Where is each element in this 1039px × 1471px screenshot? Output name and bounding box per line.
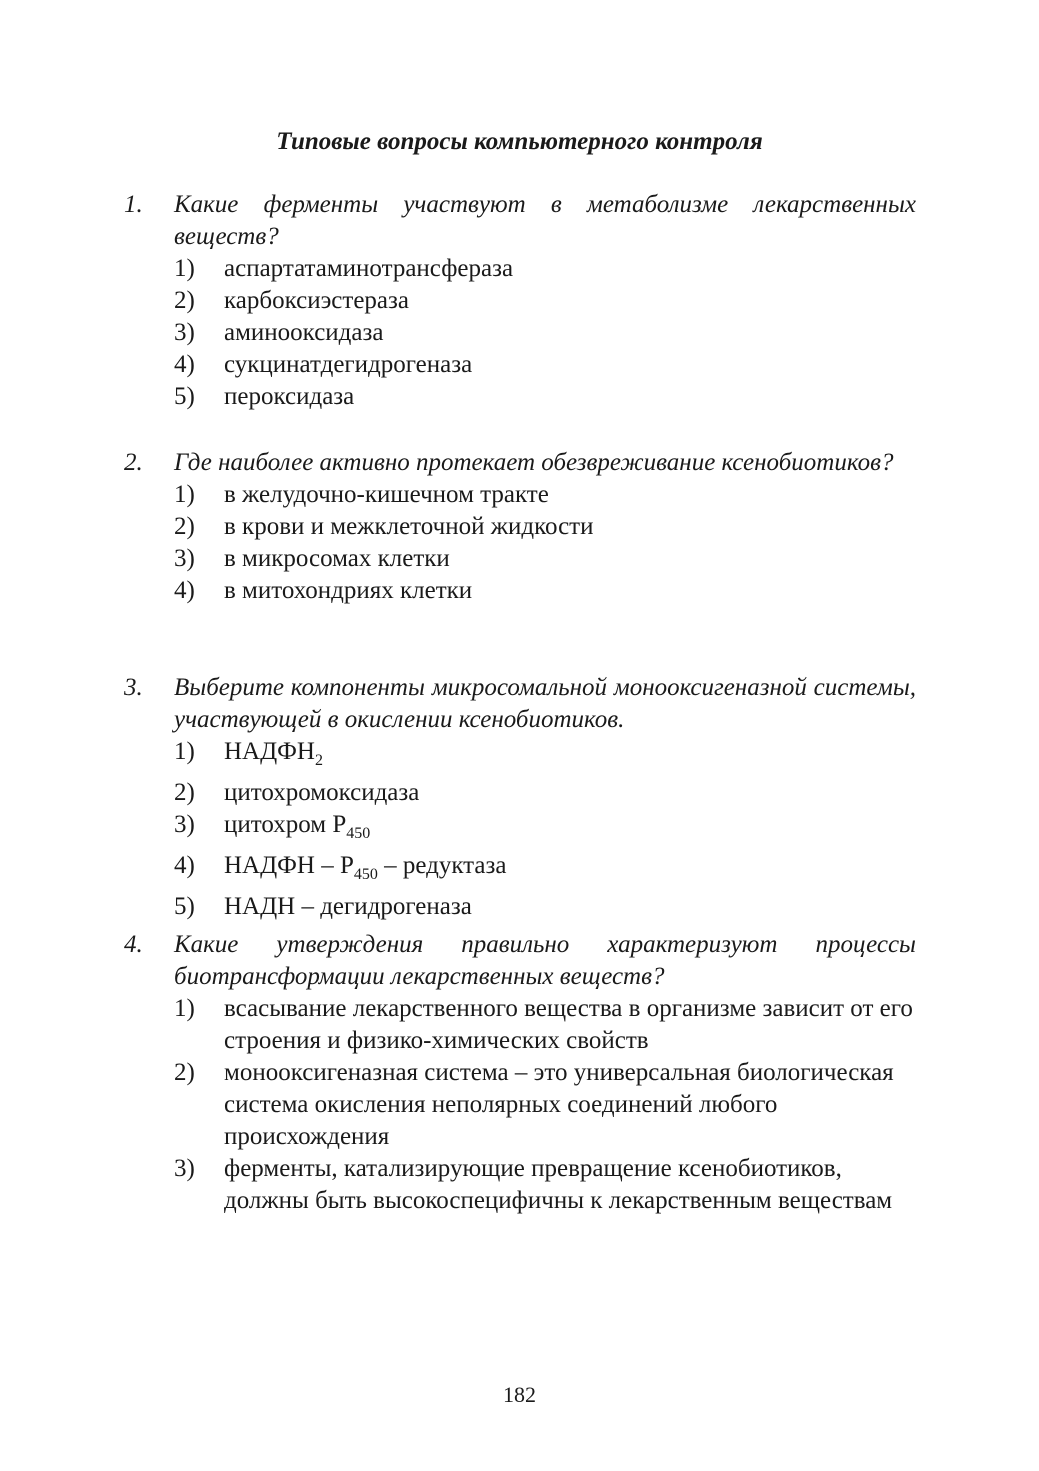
subscript: 2 <box>314 752 323 769</box>
option-number: 2) <box>174 779 195 806</box>
option-number: 3) <box>174 545 195 572</box>
answer-option <box>174 809 916 850</box>
subscript: 450 <box>353 866 378 883</box>
question-2 <box>124 447 916 607</box>
option-number: 1) <box>174 255 195 282</box>
option-text: всасывание лекарственного вещества в организме зависит от его строения и физико-химических свойств <box>224 995 913 1054</box>
option-number: 3) <box>174 319 195 346</box>
option-text: в митохондриях клетки <box>224 577 473 604</box>
option-text: ферменты, катализирующие превращение ксенобиотиков, должны быть высокоспецифичны к лекарственным веществам <box>224 1155 893 1214</box>
option-text: цитохромоксидаза <box>224 779 420 806</box>
answer-option <box>174 317 916 349</box>
option-text-after: – редуктаза <box>377 852 507 879</box>
option-number: 2) <box>174 287 195 314</box>
answer-option <box>174 381 916 413</box>
answer-option <box>174 479 916 511</box>
answer-option <box>174 543 916 575</box>
answer-option <box>174 349 916 381</box>
option-number: 4) <box>174 852 195 879</box>
option-text: карбоксиэстераза <box>224 287 409 314</box>
option-text <box>224 736 916 777</box>
option-number: 1) <box>174 481 195 508</box>
option-number: 5) <box>174 893 195 920</box>
question-number: 2. <box>124 449 143 476</box>
answer-option <box>174 575 916 607</box>
question-text: Какие ферменты участвуют в метаболизме лекарственных веществ? <box>174 191 916 250</box>
question-text: Где наиболее активно протекает обезвреживание ксенобиотиков? <box>174 449 894 476</box>
option-text: сукцинатдегидрогеназа <box>224 351 473 378</box>
answer-option <box>174 253 916 285</box>
option-text <box>224 809 916 850</box>
option-text-main: НАДФН <box>224 738 315 765</box>
option-number: 4) <box>174 577 195 604</box>
option-text: аминооксидаза <box>224 319 384 346</box>
answer-option <box>174 850 916 891</box>
option-number: 3) <box>174 811 195 838</box>
answer-option <box>174 511 916 543</box>
option-text: НАДН – дегидрогеназа <box>224 893 472 920</box>
answer-option <box>174 1153 916 1217</box>
question-number: 1. <box>124 191 143 218</box>
answer-option <box>174 1057 916 1153</box>
answer-option <box>174 736 916 777</box>
option-number: 4) <box>174 351 195 378</box>
answer-option <box>174 993 916 1057</box>
answer-option <box>174 891 916 923</box>
page-number: 182 <box>503 1382 536 1407</box>
option-text: монооксигеназная система – это универсальная биологическая система окисления неполярных соединений любого происхождения <box>224 1059 894 1150</box>
option-number: 2) <box>174 1059 195 1086</box>
question-4 <box>124 929 916 1217</box>
question-3 <box>124 672 916 923</box>
question-1 <box>124 189 916 413</box>
option-text: в желудочно-кишечном тракте <box>224 481 549 508</box>
option-text-main: цитохром Р <box>224 811 347 838</box>
question-number: 3. <box>124 674 143 701</box>
option-text: в микросомах клетки <box>224 545 450 572</box>
option-number: 5) <box>174 383 195 410</box>
answer-option <box>174 777 916 809</box>
option-text: аспартатаминотрансфераза <box>224 255 514 282</box>
option-number: 1) <box>174 738 195 765</box>
question-number: 4. <box>124 931 143 958</box>
answer-option <box>174 285 916 317</box>
option-number: 3) <box>174 1155 195 1182</box>
option-text: пероксидаза <box>224 383 355 410</box>
question-text: Какие утверждения правильно характеризуют процессы биотрансформации лекарственных веществ? <box>174 931 916 990</box>
page-title: Типовые вопросы компьютерного контроля <box>276 128 763 155</box>
option-text-main: НАДФН – Р <box>224 852 354 879</box>
option-text: в крови и межклеточной жидкости <box>224 513 594 540</box>
option-number: 2) <box>174 513 195 540</box>
subscript: 450 <box>346 825 371 842</box>
question-text: Выберите компоненты микросомальной монооксигеназной системы, участвующей в окислении ксенобиотиков. <box>174 674 916 733</box>
option-text <box>224 850 916 891</box>
option-number: 1) <box>174 995 195 1022</box>
